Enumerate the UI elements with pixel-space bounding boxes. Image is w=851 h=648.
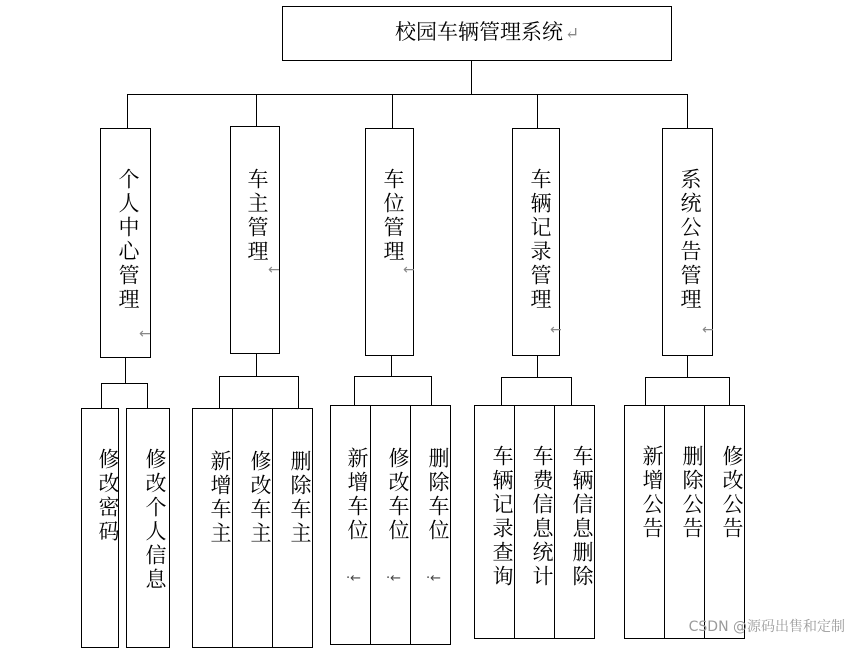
- child-stem: [256, 354, 257, 376]
- module-drop: [392, 94, 393, 128]
- child-label: 删除车主: [288, 450, 312, 546]
- csdn-watermark: CSDN @源码出售和定制: [688, 619, 845, 635]
- child-stem: [391, 356, 392, 376]
- child-label: 修改密码: [96, 448, 120, 544]
- child-label: 车辆信息删除: [570, 445, 594, 589]
- child-drop: [431, 376, 432, 406]
- module-label: 车位管理: [381, 168, 405, 264]
- child-stem: [125, 358, 126, 383]
- child-stem: [687, 356, 688, 377]
- child-label: 修改公告: [720, 445, 744, 541]
- child-bus: [101, 383, 148, 384]
- child-bus: [645, 377, 730, 378]
- child-label: 车辆记录查询: [490, 445, 514, 589]
- module-label: 车辆记录管理: [528, 168, 552, 312]
- module-drop: [687, 94, 688, 128]
- child-drop: [354, 376, 355, 406]
- root-stem: [471, 61, 472, 94]
- module-drop: [127, 94, 128, 128]
- child-bus: [219, 376, 299, 377]
- module-label: 系统公告管理: [678, 168, 702, 312]
- child-label: 删除车位: [426, 447, 450, 543]
- child-bus: [354, 376, 432, 377]
- return-mark: ←: [268, 262, 280, 278]
- child-drop: [729, 377, 730, 405]
- child-label: 删除公告: [680, 445, 704, 541]
- child-drop: [501, 377, 502, 405]
- child-label: 新增车主: [208, 450, 232, 546]
- child-drop: [645, 377, 646, 405]
- return-mark: ·←: [426, 571, 442, 586]
- return-mark: ←: [550, 322, 562, 338]
- module-drop: [256, 94, 257, 126]
- child-stem: [537, 356, 538, 377]
- child-bus: [501, 377, 572, 378]
- root-label: 校园车辆管理系统 ↵: [395, 20, 580, 44]
- return-mark: ←: [403, 262, 415, 278]
- child-label: 车费信息统计: [530, 445, 554, 589]
- return-mark: ←: [702, 322, 714, 338]
- child-label: 修改车主: [248, 450, 272, 546]
- child-label: 新增车位: [345, 447, 369, 543]
- child-drop: [147, 383, 148, 409]
- child-label: 新增公告: [640, 445, 664, 541]
- module-bus: [127, 94, 688, 95]
- child-drop: [298, 376, 299, 409]
- return-mark: ·←: [386, 571, 402, 586]
- child-label: 修改个人信息: [143, 448, 167, 592]
- module-label: 个人中心管理: [116, 168, 140, 312]
- module-drop: [537, 94, 538, 128]
- child-drop: [219, 376, 220, 409]
- return-mark: ←: [139, 326, 151, 342]
- child-drop: [571, 377, 572, 405]
- return-mark: ·←: [346, 571, 362, 586]
- child-label: 修改车位: [386, 447, 410, 543]
- child-drop: [101, 383, 102, 409]
- module-label: 车主管理: [245, 168, 269, 264]
